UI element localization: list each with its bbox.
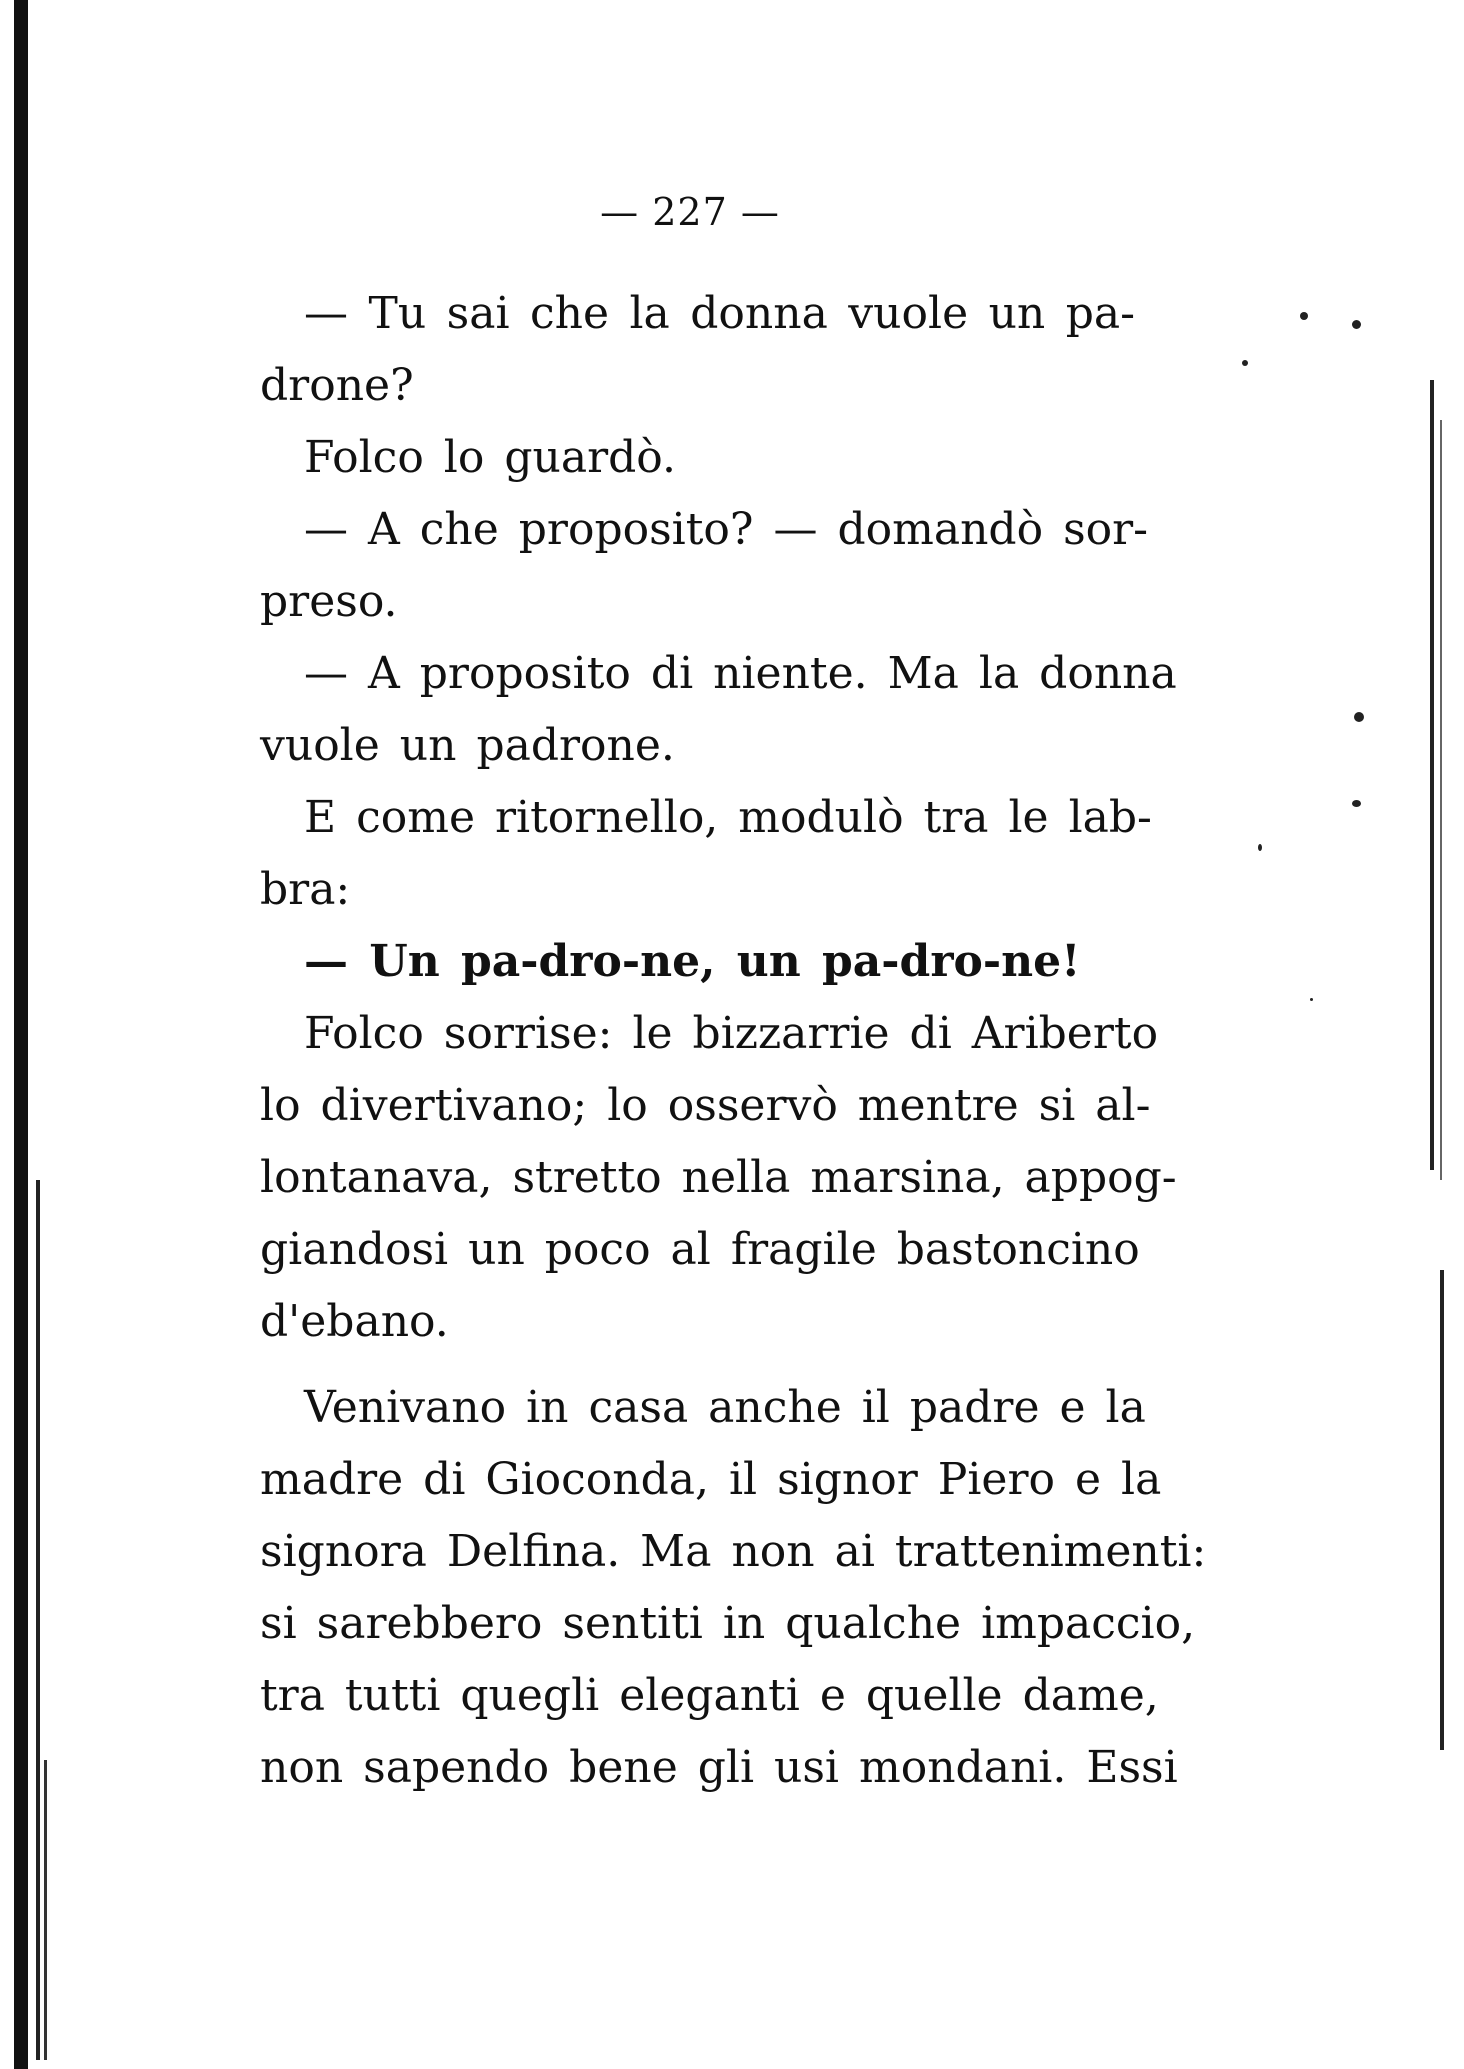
text-line: — A proposito di niente. Ma la donna — [304, 648, 1177, 699]
text-line: preso. — [260, 576, 398, 627]
text-line: — A che proposito? — domandò sor- — [304, 504, 1149, 555]
page-number: — 227 — — [600, 190, 780, 234]
text-line: signora Delfina. Ma non ai trattenimenti: — [260, 1526, 1207, 1577]
text-line: Venivano in casa anche il padre e la — [304, 1382, 1146, 1433]
text-line: d'ebano. — [260, 1296, 449, 1347]
text-line: Folco lo guardò. — [304, 432, 676, 483]
text-line: Folco sorrise: le bizzarrie di Ariberto — [304, 1008, 1159, 1059]
text-line: bra: — [260, 864, 351, 915]
scan-speck — [1258, 844, 1262, 851]
text-line: vuole un padrone. — [260, 720, 675, 771]
scan-speck — [1242, 360, 1248, 366]
text-line: lo divertivano; lo osservò mentre si al- — [260, 1080, 1151, 1131]
text-line: tra tutti quegli eleganti e quelle dame, — [260, 1670, 1159, 1721]
scan-edge-line — [44, 1760, 47, 2060]
body-text — [260, 278, 1207, 1804]
scan-speck — [1354, 712, 1364, 722]
text-line: drone? — [260, 360, 414, 411]
text-line: — Tu sai che la donna vuole un pa- — [304, 288, 1135, 339]
scan-speck — [1352, 800, 1361, 807]
text-line: — Un pa-dro-ne, un pa-dro-ne! — [304, 936, 1081, 987]
text-line: E come ritornello, modulò tra le lab- — [304, 792, 1152, 843]
scan-edge-line — [1440, 420, 1442, 1180]
scan-edge-line — [1440, 1270, 1444, 1750]
scan-speck — [1352, 320, 1361, 329]
scan-speck — [1310, 998, 1313, 1001]
text-line: si sarebbero sentiti in qualche impaccio, — [260, 1598, 1196, 1649]
text-line: lontanava, stretto nella marsina, appog- — [260, 1152, 1177, 1203]
scan-binding-edge — [14, 0, 28, 2069]
scan-edge-line — [1430, 380, 1434, 1170]
text-line: giandosi un poco al fragile bastoncino — [260, 1224, 1140, 1275]
scan-speck — [1300, 312, 1308, 320]
scan-edge-line — [36, 1180, 40, 2060]
text-line: madre di Gioconda, il signor Piero e la — [260, 1454, 1162, 1505]
text-line: non sapendo bene gli usi mondani. Essi — [260, 1742, 1178, 1793]
paragraph-gap — [260, 1358, 1135, 1372]
